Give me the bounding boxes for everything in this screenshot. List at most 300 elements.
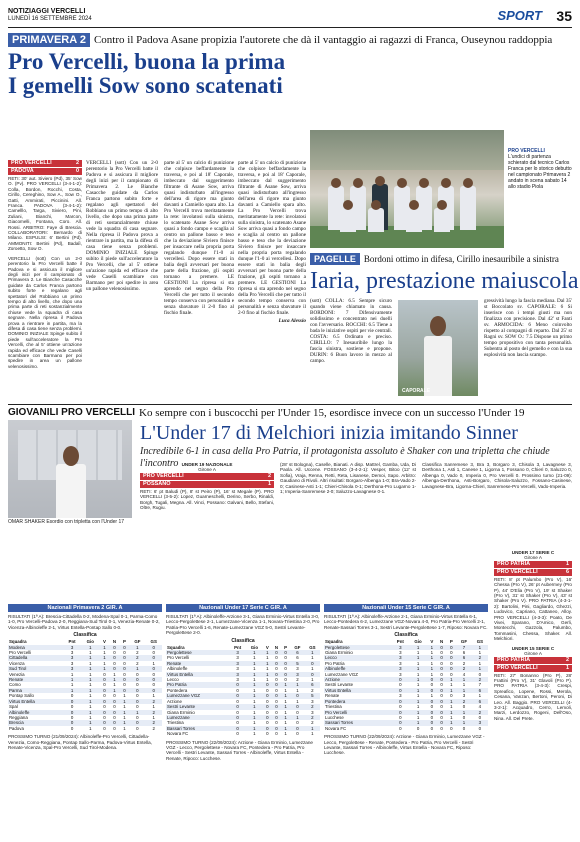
team-name-cell: Modena: [8, 645, 63, 650]
stat-cell: 1: [290, 682, 305, 687]
stat-cell: 1: [81, 645, 99, 650]
stat-cell: 1: [246, 693, 263, 698]
team-name-cell: Lumezzane VGZ: [166, 693, 229, 698]
stat-cell: 0: [229, 693, 245, 698]
stat-cell: 0: [450, 650, 453, 656]
team-name-cell: Sestri Levante: [166, 704, 229, 709]
stat-cell: 0: [296, 731, 299, 737]
story3-headline: L'Under 17 di Melchiori inizia imitando Sinner: [140, 422, 518, 444]
stat-cell: 3: [229, 650, 245, 655]
standings-box-primavera: [8, 604, 162, 750]
stat-cell: 1: [456, 677, 472, 682]
column-header: Squadra: [167, 644, 185, 650]
stat-cell: 2: [456, 666, 472, 671]
stat-cell: 1: [450, 682, 453, 688]
story3-column-c: [422, 462, 572, 548]
stat-cell: 1: [284, 709, 287, 715]
column-header: Squadra: [9, 639, 27, 645]
team-name-cell: Pontap Sallo: [9, 693, 34, 699]
team-name-cell: Virtus Entella: [324, 688, 392, 693]
stat-cell: 0: [145, 677, 162, 682]
column-header: GS: [476, 639, 484, 645]
stat-cell: 1: [409, 710, 427, 715]
u19-label: UNDER 19 NAZIONALE: [181, 462, 233, 467]
stat-cell: 1: [89, 714, 92, 720]
header-left: [8, 8, 92, 23]
stat-cell: 1: [266, 655, 269, 661]
stat-cell: 1: [89, 725, 92, 731]
stat-cell: 0: [123, 671, 126, 677]
stat-cell: 0: [427, 699, 437, 704]
stat-cell: 0: [103, 704, 106, 710]
stat-cell: 1: [281, 704, 290, 709]
story1-body-col1-cont: VERCELLI (sott) Con un 2-0 perentorio la Pro Vercelli batte il Padova e si assicura il migliore degli inizi per il campionato di Primavera 2. Le Bianche Casacche guidate da Carlos Franca partono subito forte e regalano agli spettatori del Robbiano un primo tempo di alto livello, che dopo una prima parte di reti sostanzialmente chiuse vede la squadra di casa segnare. Nella ripresa il Padova prova a rientrare in partita, ma la difesa di casa tiene senza problemi. DOMINIO INIZIALE Spinge subito il piede sull'acceleratore la Pro Vercelli, che al 5' ottiene un'azione rapida ed efficace che vede Caselli scambiare con Barmano per poi spedire in area un pallone velenosissimo.: [86, 160, 158, 292]
stat-cell: 0: [100, 699, 110, 704]
u15-score-home: [494, 657, 572, 664]
stat-cell: 6: [472, 699, 488, 704]
stat-cell: 1: [447, 720, 457, 725]
team-name-cell: Pro Vercelli: [9, 650, 32, 656]
stat-cell: 0: [305, 672, 320, 677]
stat-cell: 3: [399, 650, 402, 656]
stat-cell: 0: [430, 714, 434, 720]
stat-cell: 1: [284, 731, 287, 737]
stat-cell: 1: [81, 720, 99, 725]
stat-cell: 3: [63, 645, 81, 650]
stat-cell: 5: [290, 661, 305, 666]
stat-cell: 3: [392, 666, 410, 671]
stat-cell: 0: [236, 687, 239, 693]
stat-cell: 1: [152, 704, 155, 710]
stat-cell: 0: [272, 726, 281, 731]
column-header: Gio: [86, 639, 94, 645]
stat-cell: 0: [478, 725, 482, 731]
stat-cell: 1: [430, 693, 434, 699]
u17-score-home: [494, 561, 572, 568]
stat-cell: 0: [275, 666, 278, 672]
stat-cell: 1: [100, 666, 110, 671]
stat-cell: 3: [236, 677, 239, 683]
stat-cell: 0: [266, 709, 269, 715]
stat-cell: 0: [113, 714, 116, 720]
story2-body-col2: gressività lungo la fascia mediana. Dal 35' st Boccolato sv. CAPORALE: 6 Si inserisce con i tempi giusti ma non finalizza con precisione. Dal 42' st Fanti sv. ARMOCIDA: 6 Meno coinvolto rispetto al compagni di reparto. Dal 25' st Ragni sv. SOW O.: 7.5 Dispone un primo tempo propositivo con tanta personalità. Subentra al posto del gemello e con la sua esplosività non lascia scampo.: [484, 298, 572, 358]
stat-cell: 0: [263, 682, 272, 687]
stat-cell: 1: [253, 666, 256, 672]
column-header: GF: [294, 644, 301, 650]
stat-cell: 0: [236, 698, 239, 704]
story2-column-a: [310, 298, 392, 398]
stat-cell: 1: [89, 682, 92, 688]
stat-cell: 1: [246, 704, 263, 709]
stat-cell: 0: [272, 715, 281, 720]
stat-cell: 1: [129, 710, 145, 715]
stat-cell: 1: [416, 682, 420, 688]
stat-cell: 0: [272, 682, 281, 687]
u17-home-value: 1: [565, 560, 569, 567]
stat-cell: 0: [427, 688, 437, 693]
team-name-cell: Pontedera: [167, 687, 188, 693]
standings-table-u17: [166, 645, 320, 737]
shaker-photo-caption: OMAR SHAKER Esordio con tripletta con l'Under 17: [8, 519, 125, 525]
stat-cell: 1: [70, 682, 74, 688]
u17-report: RETI: 8' pt Palumbo (Pro V), 16' Chessa (Pro V), 26' pt Aubermey (Pro P), 44' D'Elia (Pro V), 19' st Shaker (Pro V), 31' st Shaker (Pro V), 43' st Shaker (Pro V). PRO PATRIA (4-3-1-2): Bartolini, Pini, Gagliardo, Ghezzi, Ludovico, Capriano, Cattaneo, Alloy. PRO VERCELLI (4-3-3): Poato, De Vivei, Sparano, D'Amico, Gerli, Montecchi, Gazzola, Palumbo, Tommasini, Chessa, Shaker. All. Melchiori.: [494, 576, 572, 642]
stat-cell: 0: [263, 726, 272, 731]
stat-cell: 1: [81, 688, 99, 693]
stat-cell: 1: [416, 660, 420, 666]
stat-cell: 0: [63, 699, 81, 704]
stat-cell: 0: [109, 666, 119, 671]
stat-cell: 1: [103, 650, 106, 656]
team-name-cell: Renate: [8, 677, 63, 682]
stat-cell: 2: [456, 699, 472, 704]
team-name-cell: Reggiana: [9, 714, 28, 720]
stat-cell: 2: [311, 687, 314, 693]
story3-column-b: [280, 462, 416, 602]
stat-cell: 0: [263, 693, 272, 698]
stat-cell: 0: [427, 720, 437, 725]
stat-cell: 0: [430, 682, 434, 688]
stat-cell: 1: [409, 699, 427, 704]
stat-cell: 0: [120, 655, 130, 660]
standings-results-primavera: RISULTATI (1ª A): Brescia-Cittadella 0-2, Modena-Spal 0-1, Parma-Como 1-0, Pro Vercelli-Padova 2-0, Reggiana-Sud Tirol 0-1, Venezia-Renate 0-2, Vicenza-Albinoleffe 2-1, Virtus Entella-Pontap Sallo 0-0.: [8, 614, 160, 630]
stat-cell: 6: [305, 682, 320, 687]
stat-cell: 0: [120, 666, 130, 671]
stat-cell: 0: [478, 714, 482, 720]
stat-cell: 1: [281, 715, 290, 720]
stat-cell: 1: [478, 650, 482, 656]
stat-cell: 4: [462, 671, 466, 677]
u19-group: Girone A: [198, 467, 216, 473]
stat-cell: 0: [120, 688, 130, 693]
team-name-cell: Venezia: [9, 671, 25, 677]
team-name-cell: Novara FC: [167, 731, 189, 737]
stat-cell: 1: [129, 645, 145, 650]
stat-cell: 0: [399, 725, 402, 731]
stat-cell: 1: [462, 682, 466, 688]
player-photo: [398, 300, 478, 396]
stat-cell: 1: [472, 645, 488, 650]
standings-title-u17: Nazionali Under 17 Serie C GIR. A: [166, 604, 320, 612]
stat-cell: 1: [81, 655, 99, 660]
stat-cell: 0: [478, 671, 482, 677]
stat-cell: 0: [462, 714, 466, 720]
story1-kicker-text: Contro il Padova Asane propizia l'autorete che dà il vantaggio ai ragazzi di Franca, Ouseynou raddoppia: [93, 33, 553, 46]
stat-cell: 1: [311, 677, 314, 683]
stat-cell: 0: [275, 731, 278, 737]
story3-column-a: [140, 462, 274, 602]
stat-cell: 1: [253, 731, 256, 737]
story3-kicker-text: Ko sempre con i buscocchi per l'Under 15, esordisce invece con un successo l'Under 19: [139, 406, 525, 419]
stat-cell: 0: [129, 677, 145, 682]
stat-cell: 1: [89, 660, 92, 666]
stat-cell: 1: [253, 709, 256, 715]
story2-column-b: [484, 298, 572, 398]
stat-cell: 0: [275, 677, 278, 683]
team-photo: [310, 130, 504, 248]
story1-body-col1: VERCELLI (sott) Con un 2-0 perentorio la Pro Vercelli batte il Padova e si assicura il migliore degli inizi per il campionato di Primavera 2. Le Bianche Casacche guidate da Carlos Franca partono subito forte e regalano agli spettatori del Robbiano un primo tempo di alto livello, che dopo una prima parte di reti sostanzialmente chiuse vede la squadra di casa segnare. Nella ripresa il Padova prova a rientrare in partita, ma la difesa di casa tiene senza problemi. DOMINIO INIZIALE Spinge subito il piede sull'acceleratore la Pro Vercelli, che al 5' ottiene un'azione rapida ed efficace che vede Caselli scambiare con Barmano per poi spedire in area un pallone velenosissimo.: [8, 255, 82, 369]
stat-cell: 0: [437, 666, 447, 671]
u15-away-team: PRO VERCELLI: [497, 664, 538, 671]
stat-cell: 1: [253, 698, 256, 704]
u15-home-value: 2: [565, 656, 569, 663]
stat-cell: 0: [103, 693, 106, 699]
stat-cell: 1: [123, 725, 126, 731]
stat-cell: 3: [290, 672, 305, 677]
standings-table-primavera: [8, 639, 162, 731]
stat-cell: 0: [136, 682, 139, 688]
stat-cell: 3: [296, 666, 299, 672]
stat-cell: 0: [447, 666, 457, 671]
stat-cell: 3: [399, 693, 402, 699]
story1-lineup-column: [8, 160, 82, 400]
u19-score-home: [140, 473, 274, 480]
stat-cell: 1: [246, 682, 263, 687]
team-name-cell: Pro Vercelli: [167, 655, 190, 661]
standings-title-u15: Nazionali Under 15 Serie C GIR. A: [324, 604, 488, 612]
u15-away-value: 1: [565, 664, 569, 671]
stat-cell: 0: [266, 731, 269, 737]
story1-kicker-tag: PRIMAVERA 2: [8, 33, 90, 47]
u17-away-value: 6: [565, 568, 569, 575]
stat-cell: 0: [440, 650, 443, 656]
standings-results-u15: RISULTATI (1ª A): Albinoleffe-Arzione 2-1, Giana Erminio-Virtus Entella 6-1, Lecco-Pontedera 6-2, Lumezzane VGZ-Novara 4-0, Pro Patria-Pro Vercelli 2-1, Renate-Sassari Torres 3-1, Sestri Levante-Pergolettese 1-7, Riposo: Novara FC.: [324, 614, 488, 630]
stat-cell: 0: [437, 655, 447, 660]
stat-cell: 0: [296, 720, 299, 726]
stat-cell: 0: [392, 677, 410, 682]
team-name-cell: Como: [9, 682, 21, 688]
table-row: [166, 731, 320, 736]
stat-cell: 3: [462, 693, 466, 699]
stat-cell: 0: [63, 720, 81, 725]
stat-cell: 0: [229, 704, 245, 709]
stat-cell: 0: [392, 710, 410, 715]
story1-body-column-b: [164, 160, 234, 400]
stat-cell: 3: [399, 671, 402, 677]
stat-cell: 1: [253, 720, 256, 726]
stat-cell: 6: [290, 650, 305, 655]
stat-cell: 2: [145, 710, 162, 715]
stat-cell: 2: [136, 650, 139, 656]
team-name-cell: Brescia: [8, 720, 63, 725]
stat-cell: 1: [416, 704, 420, 710]
stat-cell: 1: [447, 710, 457, 715]
column-header: Gio: [250, 644, 259, 650]
stat-cell: 0: [275, 698, 278, 704]
stat-cell: 1: [81, 677, 99, 682]
stat-cell: 1: [416, 650, 420, 656]
column-header: P: [123, 639, 126, 645]
stat-cell: 1: [430, 660, 434, 666]
stat-cell: 1: [450, 714, 453, 720]
story1-kicker: [8, 32, 552, 47]
u17-away-team: PRO VERCELLI: [497, 568, 538, 575]
stat-cell: 0: [136, 671, 139, 677]
u19-score-away: [140, 481, 274, 488]
stat-cell: 0: [290, 704, 305, 709]
stat-cell: 3: [70, 650, 74, 656]
story1-body-column-a: [86, 160, 158, 400]
team-name-cell: Arzione: [324, 677, 392, 682]
stat-cell: 0: [109, 720, 119, 725]
team-name-cell: Lecco: [167, 677, 179, 683]
stat-cell: 1: [81, 710, 99, 715]
stat-cell: 1: [120, 710, 130, 715]
stat-cell: 0: [450, 693, 453, 699]
column-header: Pnt: [68, 639, 76, 645]
story1-body-column-c: [238, 160, 306, 400]
stat-cell: 0: [109, 710, 119, 715]
stat-cell: 0: [113, 650, 116, 656]
standings-box-u15: [324, 604, 488, 756]
stat-cell: 1: [416, 714, 420, 720]
stat-cell: 2: [136, 660, 139, 666]
stat-cell: 1: [281, 726, 290, 731]
stat-cell: 1: [456, 710, 472, 715]
stat-cell: 1: [109, 677, 119, 682]
column-header: N: [112, 639, 117, 645]
stat-cell: 0: [152, 682, 155, 688]
column-header: V: [430, 639, 434, 645]
team-name-cell: Sestri Levante: [325, 682, 354, 688]
standings-classifica-label-u15: Classifica: [394, 632, 418, 639]
stat-cell: 0: [120, 645, 130, 650]
stat-cell: 1: [81, 699, 99, 704]
team-name-cell: Giana Erminio: [325, 650, 353, 656]
stat-cell: 0: [103, 671, 106, 677]
stat-cell: 0: [284, 666, 287, 672]
stat-cell: 2: [129, 655, 145, 660]
stat-cell: 0: [272, 650, 281, 655]
stat-cell: 0: [430, 704, 434, 710]
stat-cell: 1: [472, 666, 488, 671]
stat-cell: 0: [284, 655, 287, 661]
stat-cell: 4: [478, 704, 482, 710]
stat-cell: 1: [409, 720, 427, 725]
stat-cell: 0: [145, 655, 162, 660]
column-header: Pnt: [234, 644, 242, 650]
team-name-cell: Pergolettese: [324, 645, 392, 650]
team-name-cell: Renate: [325, 693, 340, 699]
stat-cell: 0: [296, 709, 299, 715]
stat-cell: 0: [440, 671, 443, 677]
u19-home-value: 2: [267, 472, 271, 479]
u17-score-away: [494, 569, 572, 576]
u19-report-cont: (28' st Bologna), Caselle, Bianati. A disp. Mattrel, Gamba, Uda, Di Paola. All. Uccene. FOSSANO (3-4-2-1): Vesper, Bitoo (12' st Sofia), Vraja, Renna, Retti, Reta, Lisanese, Demoi, Sapo. Arbitro: Gaudiano di Rivoli. Altri risultati: Borgaro-Albenga 1-0; Bra-Vado 2-0; Casinese-Asti 1-1; Chieri-Chisola 0-1; Derthona-Pro Lugarno 1-1; Imperia-Sanremese 2-0; Saluzzo-Lavagnese 0-1.: [280, 462, 416, 495]
stat-cell: 1: [281, 693, 290, 698]
stat-cell: 0: [152, 650, 155, 656]
stat-cell: 0: [275, 720, 278, 726]
shaker-photo: [8, 420, 132, 518]
stat-cell: 0: [145, 688, 162, 693]
stat-cell: 1: [100, 645, 110, 650]
u17-label: UNDER 17 SERIE C: [511, 550, 555, 555]
column-header: V: [265, 644, 269, 650]
stat-cell: 0: [236, 709, 239, 715]
stat-cell: 6: [462, 650, 466, 656]
team-name-cell: Giana Erminio: [167, 709, 195, 715]
stat-cell: 1: [416, 693, 420, 699]
stat-cell: 6: [296, 655, 299, 661]
story1-headline-line1: Pro Vercelli, buona la prima: [8, 49, 286, 74]
story2-headline: Iaria, prestazione maiuscola: [310, 268, 579, 294]
u15-home-team: PRO PATRIA: [497, 656, 531, 663]
stat-cell: 0: [427, 710, 437, 715]
stat-cell: 1: [305, 650, 320, 655]
score-away-team: PADOVA: [11, 168, 34, 174]
stat-cell: 2: [145, 699, 162, 704]
stat-cell: 1: [447, 699, 457, 704]
story2-kicker: [310, 252, 559, 266]
stat-cell: 0: [129, 720, 145, 725]
u19-home-team: PRO VERCELLI: [143, 472, 184, 479]
team-name-cell: Lucchese: [325, 714, 344, 720]
story3-kicker: [8, 404, 572, 418]
u19-away-value: 1: [267, 480, 271, 487]
stat-cell: 1: [263, 650, 272, 655]
u15-label: UNDER 15 SERIE C: [511, 645, 555, 651]
stat-cell: 0: [440, 693, 443, 699]
stat-cell: 1: [447, 688, 457, 693]
stat-cell: 0: [63, 710, 81, 715]
stat-cell: 0: [392, 720, 410, 725]
story3-kicker-tag: GIOVANILI PRO VERCELLI: [8, 407, 136, 418]
stat-cell: 1: [246, 661, 263, 666]
team-name-cell: Albinoleffe: [8, 710, 63, 715]
column-header: Pnt: [396, 639, 404, 645]
standings-title-primavera: Nazionali Primavera 2 GIR. A: [8, 604, 162, 612]
column-header: GF: [460, 639, 468, 645]
player-photo-label: CAPORALE: [402, 388, 431, 394]
team-name-cell: Triestina: [325, 704, 342, 710]
team-name-cell: Pro Patria: [325, 660, 345, 666]
team-name-cell: Arzione: [167, 698, 182, 704]
u17-home-team: PRO PATRIA: [497, 560, 531, 567]
stat-cell: 0: [305, 661, 320, 666]
table-row: [8, 726, 162, 731]
stat-cell: 0: [263, 715, 272, 720]
column-header: GF: [134, 639, 141, 645]
team-name-cell: Sud Tirol: [8, 666, 63, 671]
stat-cell: 0: [100, 720, 110, 725]
stat-cell: 0: [437, 677, 447, 682]
team-name-cell: Virtus Entella: [8, 699, 63, 704]
stat-cell: 1: [311, 731, 314, 737]
stat-cell: 0: [109, 645, 119, 650]
column-header: P: [284, 644, 288, 650]
stat-cell: 0: [392, 699, 410, 704]
standings-classifica-label-primavera: Classifica: [73, 632, 97, 639]
u17-u15-column: [494, 550, 572, 840]
stat-cell: 1: [266, 666, 269, 672]
stat-cell: 0: [136, 714, 139, 720]
column-header: Squadra: [325, 639, 343, 645]
stat-cell: 0: [145, 666, 162, 671]
team-photo-caption-title: PRO VERCELLI: [508, 148, 545, 154]
page-number: 35: [556, 8, 572, 24]
stat-cell: 0: [100, 688, 110, 693]
u19-classifica: Classifica Sanremese 3, Bra 3, Borgaro 3, Chisola 3, Lavagnese 3, Derthona 1, Asti 1, Canese 1, Ligorna 1, Fossano 0, Chieri 0, Saluzzo 0, Albenga 0, Vado 0, Imperia 0, Pro Vercelli 0. Prossimo turno (21-09): Albenga-Derthona, Asti-Borgaro, Chisola-Saluzzo, Fossano-Casinese, Lavagnese-Bra, Ligorna-Chieri, Sanremese-Pro Vercelli, Vado-Imperia.: [422, 462, 572, 489]
stat-cell: 0: [120, 677, 130, 682]
stat-cell: 0: [136, 725, 139, 731]
stat-cell: 1: [100, 655, 110, 660]
stat-cell: 1: [296, 687, 299, 693]
stat-cell: 1: [253, 655, 256, 661]
column-header: GS: [150, 639, 157, 645]
stat-cell: 0: [440, 682, 443, 688]
stat-cell: 1: [89, 671, 92, 677]
team-name-cell: Albinoleffe: [167, 666, 188, 672]
stat-cell: 1: [409, 645, 427, 650]
